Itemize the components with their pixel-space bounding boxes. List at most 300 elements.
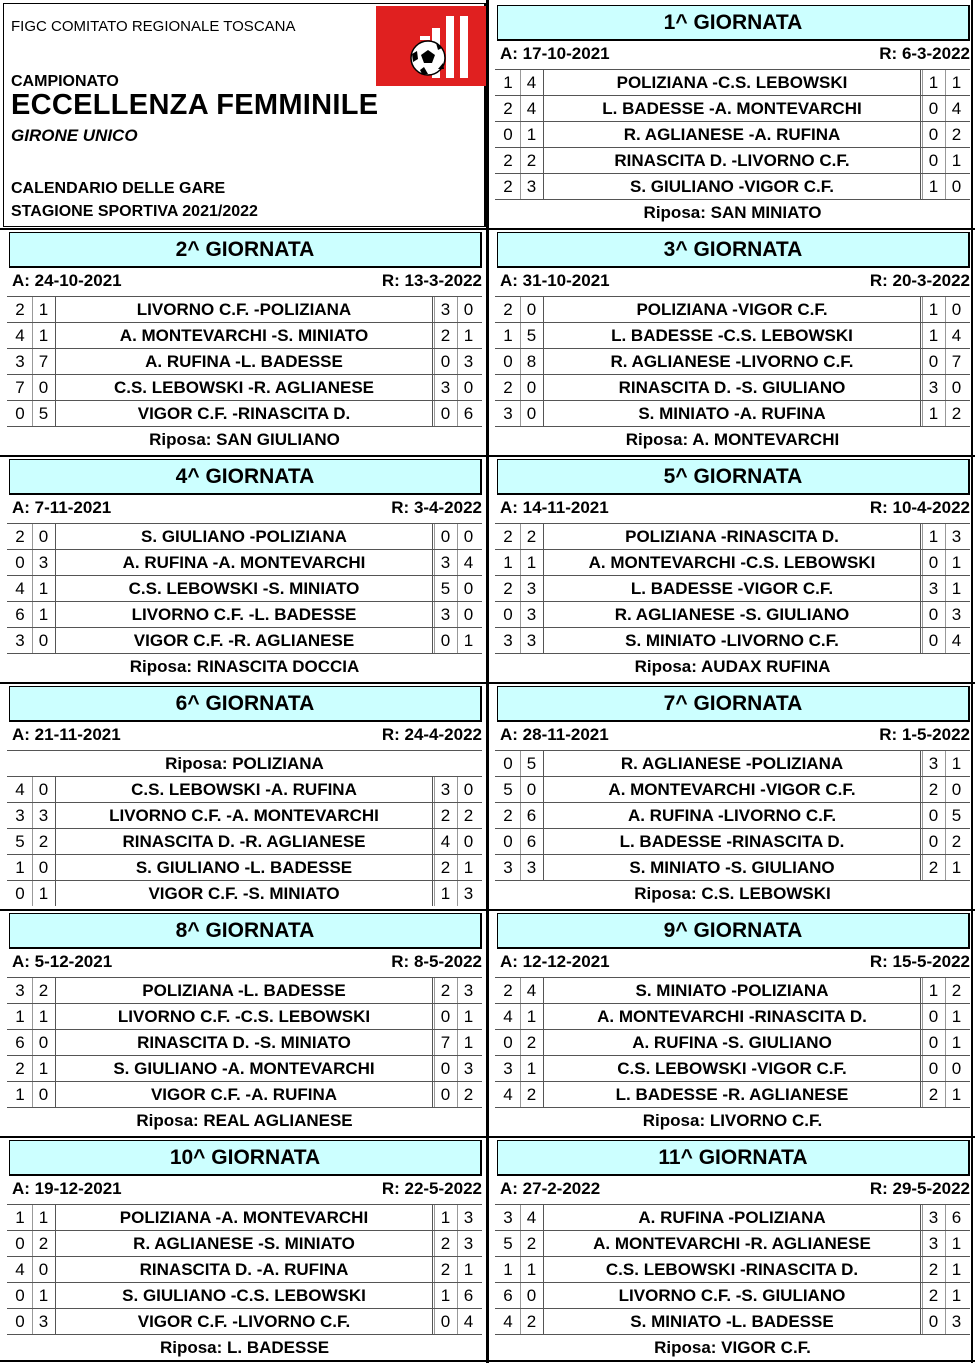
ritorno-home-score: 0 [922, 1056, 944, 1081]
match-row [7, 776, 482, 802]
ritorno-away-score: 0 [457, 602, 479, 627]
match-teams: A. RUFINA -S. GIULIANO [543, 1030, 921, 1055]
ritorno-home-score: 3 [434, 375, 456, 400]
round-dates [500, 271, 970, 293]
match-row [7, 854, 482, 880]
match-teams: S. MINIATO -POLIZIANA [543, 978, 921, 1003]
ritorno-away-score: 1 [945, 70, 967, 95]
andata-away-score: 0 [32, 1257, 54, 1282]
andata-away-score: 4 [520, 978, 542, 1003]
match-row [495, 1256, 970, 1282]
ritorno-away-score: 0 [945, 375, 967, 400]
rest-team: Riposa: SAN MINIATO [495, 199, 970, 225]
match-row [495, 776, 970, 802]
ritorno-away-score: 2 [945, 978, 967, 1003]
ritorno-home-score: 3 [922, 1231, 944, 1256]
rest-team: Riposa: AUDAX RUFINA [495, 653, 970, 679]
match-row [7, 1081, 482, 1107]
match-teams: VIGOR C.F. -A. RUFINA [55, 1082, 433, 1107]
match-row [7, 1256, 482, 1282]
federation-name: FIGC COMITATO REGIONALE TOSCANA [11, 18, 296, 35]
round-panel [495, 686, 970, 906]
andata-away-score: 0 [520, 1283, 542, 1308]
ritorno-away-score: 3 [945, 602, 967, 627]
ritorno-home-score: 7 [434, 1030, 456, 1055]
andata-home-score: 1 [503, 326, 513, 345]
andata-away-score: 0 [32, 1030, 54, 1055]
round-title: 2^ GIORNATA [9, 232, 482, 268]
andata-home-score: 5 [503, 780, 513, 799]
ritorno-home-score: 1 [922, 323, 944, 348]
match-row [495, 1081, 970, 1107]
andata-home-score: 4 [503, 1312, 513, 1331]
round-panel [495, 232, 970, 452]
match-row [495, 523, 970, 549]
rest-team: Riposa: C.S. LEBOWSKI [495, 880, 970, 906]
match-teams: A. RUFINA -L. BADESSE [55, 349, 433, 374]
ritorno-away-score: 1 [457, 1257, 479, 1282]
ritorno-away-score: 2 [457, 1082, 479, 1107]
andata-date: A: 28-11-2021 [500, 725, 609, 744]
ritorno-away-score: 3 [945, 1309, 967, 1334]
ritorno-away-score: 4 [457, 550, 479, 575]
match-row [7, 627, 482, 653]
ritorno-home-score: 3 [922, 1205, 944, 1230]
andata-home-score: 0 [503, 832, 513, 851]
match-teams: C.S. LEBOWSKI -VIGOR C.F. [543, 1056, 921, 1081]
ritorno-home-score: 5 [434, 576, 456, 601]
match-row [495, 627, 970, 653]
andata-home-score: 1 [15, 1007, 25, 1026]
match-row [495, 1055, 970, 1081]
match-row [495, 173, 970, 199]
andata-away-score: 1 [32, 1283, 54, 1308]
match-teams: S. GIULIANO -VIGOR C.F. [543, 174, 921, 199]
round-title: 6^ GIORNATA [9, 686, 482, 722]
ritorno-away-score: 0 [945, 174, 967, 199]
match-teams: L. BADESSE -A. MONTEVARCHI [543, 96, 921, 121]
andata-home-score: 0 [503, 605, 513, 624]
round-dates [500, 44, 970, 66]
ritorno-home-score: 2 [922, 777, 944, 802]
ritorno-away-score: 3 [457, 1231, 479, 1256]
andata-away-score: 1 [520, 1056, 542, 1081]
andata-away-score: 1 [520, 122, 542, 147]
andata-date: A: 21-11-2021 [12, 725, 121, 744]
match-teams: L. BADESSE -RINASCITA D. [543, 829, 921, 854]
andata-date: A: 27-2-2022 [500, 1179, 601, 1198]
andata-away-score: 1 [520, 550, 542, 575]
andata-home-score: 0 [503, 125, 513, 144]
andata-away-score: 3 [520, 576, 542, 601]
andata-home-score: 1 [503, 553, 513, 572]
andata-away-score: 3 [32, 550, 54, 575]
round-panel [495, 913, 970, 1133]
ritorno-away-score: 3 [945, 524, 967, 549]
ritorno-home-score: 0 [434, 349, 456, 374]
match-teams: RINASCITA D. -R. AGLIANESE [55, 829, 433, 854]
ritorno-home-score: 1 [922, 70, 944, 95]
round-panel [7, 913, 482, 1133]
ritorno-home-score: 0 [434, 1309, 456, 1334]
ritorno-away-score: 1 [945, 148, 967, 173]
match-row [7, 400, 482, 426]
andata-home-score: 2 [15, 300, 25, 319]
round-dates [500, 725, 970, 747]
round-dates [12, 1179, 482, 1201]
round-title: 3^ GIORNATA [497, 232, 970, 268]
match-row [495, 147, 970, 173]
ritorno-away-score: 5 [945, 803, 967, 828]
match-row [7, 1003, 482, 1029]
ritorno-home-score: 3 [434, 777, 456, 802]
match-row [495, 1029, 970, 1055]
ritorno-date: R: 15-5-2022 [869, 952, 970, 971]
ritorno-home-score: 2 [922, 855, 944, 880]
ritorno-away-score: 1 [457, 855, 479, 880]
andata-away-score: 4 [520, 70, 542, 95]
ritorno-away-score: 1 [945, 1082, 967, 1107]
match-teams: R. AGLIANESE -POLIZIANA [543, 751, 921, 776]
ritorno-date: R: 20-3-2022 [869, 271, 970, 290]
andata-away-score: 2 [520, 524, 542, 549]
match-teams: VIGOR C.F. -RINASCITA D. [55, 401, 433, 426]
andata-home-score: 1 [503, 73, 513, 92]
match-row [495, 400, 970, 426]
andata-home-score: 1 [15, 858, 25, 877]
ritorno-home-score: 2 [922, 1257, 944, 1282]
andata-away-score: 4 [520, 1205, 542, 1230]
ritorno-away-score: 1 [945, 1257, 967, 1282]
round-title: 4^ GIORNATA [9, 459, 482, 495]
round-title: 9^ GIORNATA [497, 913, 970, 949]
andata-away-score: 1 [520, 1257, 542, 1282]
ritorno-home-score: 0 [922, 829, 944, 854]
andata-date: A: 24-10-2021 [12, 271, 122, 290]
ritorno-home-score: 0 [434, 1004, 456, 1029]
ritorno-away-score: 2 [945, 122, 967, 147]
andata-away-score: 3 [520, 855, 542, 880]
round-dates [12, 725, 482, 747]
andata-home-score: 4 [15, 579, 25, 598]
rest-team: Riposa: RINASCITA DOCCIA [7, 653, 482, 679]
andata-home-score: 0 [503, 352, 513, 371]
rest-team: Riposa: SAN GIULIANO [7, 426, 482, 452]
ritorno-away-score: 0 [457, 297, 479, 322]
ritorno-away-score: 1 [457, 323, 479, 348]
andata-home-score: 3 [503, 404, 513, 423]
ritorno-away-score: 0 [457, 829, 479, 854]
ritorno-home-score: 0 [922, 1309, 944, 1334]
andata-home-score: 0 [15, 553, 25, 572]
ritorno-home-score: 3 [922, 375, 944, 400]
ritorno-home-score: 2 [434, 803, 456, 828]
ritorno-date: R: 6-3-2022 [879, 44, 970, 63]
andata-away-score: 0 [520, 297, 542, 322]
andata-away-score: 2 [520, 1082, 542, 1107]
ritorno-home-score: 0 [922, 349, 944, 374]
ritorno-home-score: 1 [434, 881, 456, 906]
andata-away-score: 6 [520, 803, 542, 828]
ritorno-home-score: 2 [922, 1283, 944, 1308]
league-title: ECCELLENZA FEMMINILE [11, 89, 379, 121]
ritorno-away-score: 2 [945, 401, 967, 426]
andata-away-score: 2 [520, 1309, 542, 1334]
round-dates [12, 498, 482, 520]
andata-away-score: 2 [520, 1030, 542, 1055]
andata-away-score: 3 [32, 803, 54, 828]
andata-away-score: 0 [520, 777, 542, 802]
ritorno-home-score: 2 [434, 1231, 456, 1256]
header-box [3, 3, 486, 227]
andata-home-score: 3 [503, 1059, 513, 1078]
andata-date: A: 17-10-2021 [500, 44, 610, 63]
match-teams: S. MINIATO -S. GIULIANO [543, 855, 921, 880]
match-teams: A. MONTEVARCHI -RINASCITA D. [543, 1004, 921, 1029]
match-teams: L. BADESSE -VIGOR C.F. [543, 576, 921, 601]
ritorno-home-score: 0 [922, 122, 944, 147]
match-teams: LIVORNO C.F. -L. BADESSE [55, 602, 433, 627]
ritorno-home-score: 4 [434, 829, 456, 854]
andata-date: A: 5-12-2021 [12, 952, 113, 971]
andata-home-score: 4 [503, 1007, 513, 1026]
match-teams: A. MONTEVARCHI -C.S. LEBOWSKI [543, 550, 921, 575]
ritorno-away-score: 1 [457, 1004, 479, 1029]
match-teams: L. BADESSE -C.S. LEBOWSKI [543, 323, 921, 348]
ritorno-away-score: 1 [945, 550, 967, 575]
andata-home-score: 5 [15, 832, 25, 851]
season-label: STAGIONE SPORTIVA 2021/2022 [11, 203, 258, 220]
andata-date: A: 7-11-2021 [12, 498, 112, 517]
match-row [7, 802, 482, 828]
ritorno-away-score: 6 [945, 1205, 967, 1230]
andata-home-score: 5 [503, 1234, 513, 1253]
andata-away-score: 2 [520, 1231, 542, 1256]
andata-home-score: 2 [503, 806, 513, 825]
andata-home-score: 2 [503, 378, 513, 397]
round-panel [495, 1140, 970, 1360]
match-row [495, 1308, 970, 1334]
match-teams: S. MINIATO -L. BADESSE [543, 1309, 921, 1334]
ritorno-away-score: 1 [945, 1004, 967, 1029]
match-row [7, 1230, 482, 1256]
round-title: 8^ GIORNATA [9, 913, 482, 949]
ritorno-home-score: 1 [922, 297, 944, 322]
figc-logo-icon [376, 6, 486, 86]
round-title: 5^ GIORNATA [497, 459, 970, 495]
andata-home-score: 2 [503, 527, 513, 546]
andata-away-score: 8 [520, 349, 542, 374]
calendar-label: CALENDARIO DELLE GARE [11, 180, 226, 197]
andata-away-score: 0 [32, 628, 54, 653]
match-teams: VIGOR C.F. -LIVORNO C.F. [55, 1309, 433, 1334]
ritorno-date: R: 1-5-2022 [879, 725, 970, 744]
rest-team: Riposa: POLIZIANA [7, 750, 482, 776]
match-teams: S. GIULIANO -POLIZIANA [55, 524, 433, 549]
round-dates [500, 952, 970, 974]
match-row [7, 1308, 482, 1334]
ritorno-home-score: 0 [434, 524, 456, 549]
round-title: 1^ GIORNATA [497, 5, 970, 41]
andata-away-score: 2 [32, 829, 54, 854]
andata-home-score: 7 [15, 378, 25, 397]
andata-away-score: 5 [32, 401, 54, 426]
ritorno-home-score: 0 [922, 602, 944, 627]
andata-away-score: 1 [32, 297, 54, 322]
andata-away-score: 0 [32, 375, 54, 400]
ritorno-home-score: 1 [434, 1283, 456, 1308]
ritorno-away-score: 0 [945, 777, 967, 802]
round-dates [12, 271, 482, 293]
match-row [495, 69, 970, 95]
andata-home-score: 3 [15, 806, 25, 825]
ritorno-home-score: 0 [434, 401, 456, 426]
match-teams: LIVORNO C.F. -S. GIULIANO [543, 1283, 921, 1308]
match-row [495, 601, 970, 627]
ritorno-date: R: 3-4-2022 [391, 498, 482, 517]
rest-team: Riposa: LIVORNO C.F. [495, 1107, 970, 1133]
match-row [495, 348, 970, 374]
andata-away-score: 1 [32, 323, 54, 348]
andata-away-score: 1 [32, 1004, 54, 1029]
match-row [7, 296, 482, 322]
andata-away-score: 0 [32, 1082, 54, 1107]
ritorno-away-score: 0 [457, 576, 479, 601]
ritorno-away-score: 0 [457, 524, 479, 549]
ritorno-away-score: 1 [945, 1030, 967, 1055]
ritorno-away-score: 3 [457, 978, 479, 1003]
ritorno-home-score: 3 [434, 550, 456, 575]
rest-team: Riposa: VIGOR C.F. [495, 1334, 970, 1360]
round-panel [7, 1140, 482, 1360]
match-row [495, 1230, 970, 1256]
ritorno-date: R: 24-4-2022 [381, 725, 482, 744]
andata-away-score: 2 [32, 1231, 54, 1256]
andata-away-score: 3 [520, 628, 542, 653]
match-teams: A. MONTEVARCHI -R. AGLIANESE [543, 1231, 921, 1256]
andata-home-score: 4 [503, 1085, 513, 1104]
right-border [971, 0, 973, 1363]
match-row [7, 1282, 482, 1308]
andata-away-score: 3 [32, 1309, 54, 1334]
andata-home-score: 0 [15, 404, 25, 423]
ritorno-away-score: 1 [945, 751, 967, 776]
round-panel [495, 459, 970, 679]
rest-team: Riposa: A. MONTEVARCHI [495, 426, 970, 452]
match-teams: RINASCITA D. -A. RUFINA [55, 1257, 433, 1282]
match-teams: LIVORNO C.F. -A. MONTEVARCHI [55, 803, 433, 828]
ritorno-home-score: 1 [922, 174, 944, 199]
championship-label: CAMPIONATO [11, 73, 119, 90]
match-teams: S. GIULIANO -L. BADESSE [55, 855, 433, 880]
ritorno-away-score: 0 [457, 375, 479, 400]
match-teams: S. MINIATO -A. RUFINA [543, 401, 921, 426]
andata-away-score: 7 [32, 349, 54, 374]
match-teams: A. MONTEVARCHI -VIGOR C.F. [543, 777, 921, 802]
ritorno-away-score: 6 [457, 401, 479, 426]
ritorno-away-score: 4 [945, 323, 967, 348]
match-teams: RINASCITA D. -LIVORNO C.F. [543, 148, 921, 173]
round-panel [495, 5, 970, 225]
andata-away-score: 0 [32, 855, 54, 880]
ritorno-home-score: 0 [922, 96, 944, 121]
match-row [7, 549, 482, 575]
round-panel [7, 686, 482, 906]
andata-away-score: 2 [520, 148, 542, 173]
andata-home-score: 2 [503, 151, 513, 170]
match-teams: R. AGLIANESE -A. RUFINA [543, 122, 921, 147]
match-row [495, 296, 970, 322]
match-teams: R. AGLIANESE -S. MINIATO [55, 1231, 433, 1256]
match-row [495, 1003, 970, 1029]
round-dates [12, 952, 482, 974]
ritorno-home-score: 0 [434, 1056, 456, 1081]
andata-home-score: 4 [15, 780, 25, 799]
ritorno-home-score: 1 [922, 978, 944, 1003]
match-teams: A. MONTEVARCHI -S. MINIATO [55, 323, 433, 348]
andata-away-score: 4 [520, 96, 542, 121]
ritorno-home-score: 1 [922, 401, 944, 426]
andata-home-score: 3 [15, 981, 25, 1000]
andata-away-score: 3 [520, 174, 542, 199]
match-teams: C.S. LEBOWSKI -S. MINIATO [55, 576, 433, 601]
andata-away-score: 5 [520, 751, 542, 776]
match-row [7, 880, 482, 906]
ritorno-home-score: 2 [434, 1257, 456, 1282]
ritorno-away-score: 6 [457, 1283, 479, 1308]
ritorno-date: R: 13-3-2022 [381, 271, 482, 290]
match-teams: RINASCITA D. -S. MINIATO [55, 1030, 433, 1055]
andata-home-score: 2 [503, 579, 513, 598]
andata-away-score: 1 [32, 576, 54, 601]
ritorno-home-score: 3 [922, 751, 944, 776]
andata-home-score: 2 [15, 1059, 25, 1078]
ritorno-away-score: 4 [945, 96, 967, 121]
match-row [7, 374, 482, 400]
andata-home-score: 0 [503, 1033, 513, 1052]
andata-date: A: 14-11-2021 [500, 498, 609, 517]
ritorno-home-score: 0 [922, 803, 944, 828]
match-teams: C.S. LEBOWSKI -RINASCITA D. [543, 1257, 921, 1282]
round-title: 10^ GIORNATA [9, 1140, 482, 1176]
ritorno-away-score: 1 [945, 855, 967, 880]
ritorno-home-score: 0 [922, 628, 944, 653]
ritorno-away-score: 2 [457, 803, 479, 828]
match-teams: R. AGLIANESE -S. GIULIANO [543, 602, 921, 627]
ritorno-away-score: 1 [457, 628, 479, 653]
match-row [495, 374, 970, 400]
ritorno-away-score: 4 [457, 1309, 479, 1334]
match-row [7, 575, 482, 601]
andata-away-score: 2 [32, 978, 54, 1003]
match-row [7, 601, 482, 627]
match-row [7, 828, 482, 854]
ritorno-away-score: 1 [945, 1283, 967, 1308]
round-panel [7, 459, 482, 679]
andata-home-score: 4 [15, 1260, 25, 1279]
match-teams: VIGOR C.F. -R. AGLIANESE [55, 628, 433, 653]
andata-home-score: 3 [15, 352, 25, 371]
match-row [495, 121, 970, 147]
ritorno-away-score: 4 [945, 628, 967, 653]
ritorno-home-score: 2 [434, 323, 456, 348]
ritorno-away-score: 3 [457, 349, 479, 374]
andata-home-score: 6 [503, 1286, 513, 1305]
round-panel [7, 232, 482, 452]
match-teams: A. RUFINA -A. MONTEVARCHI [55, 550, 433, 575]
match-row [7, 1204, 482, 1230]
andata-home-score: 6 [15, 605, 25, 624]
